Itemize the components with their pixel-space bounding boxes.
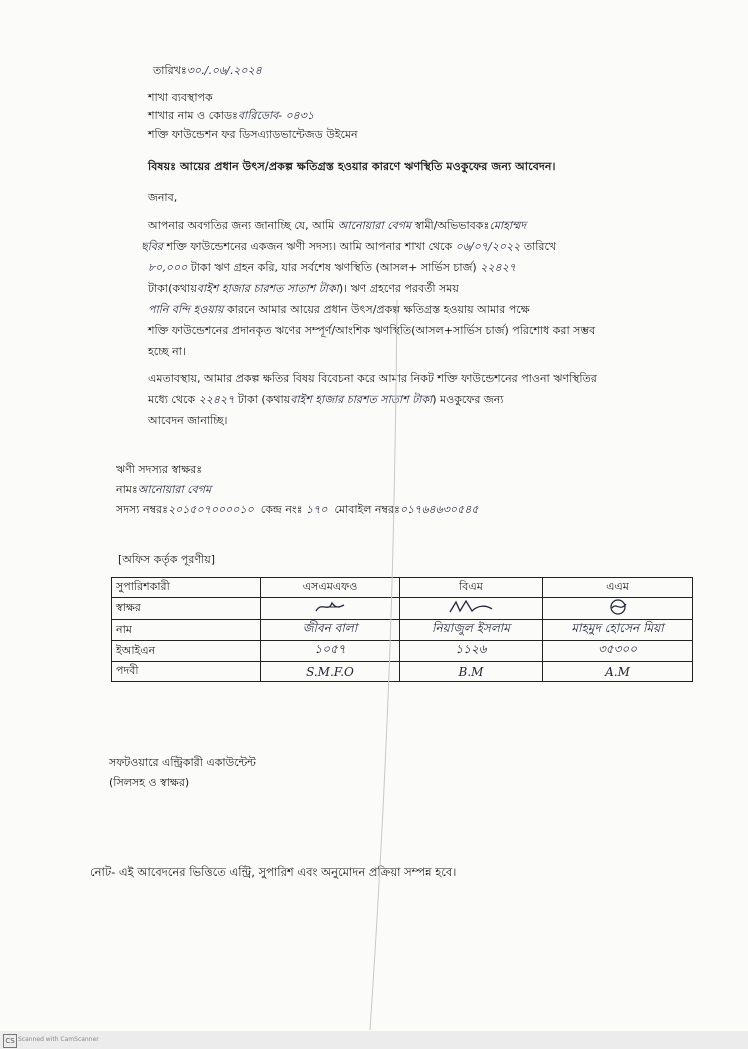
table-cell: ৩৫৩০০ (543, 641, 693, 662)
mobile-label: মোবাইল নম্বরঃ (334, 503, 400, 516)
footer-note: নোট- এই আবেদনের ভিত্তিতে এন্ট্রি, সুপারিশ এবং অনুমোদন প্রক্রিয়া সম্পন্ন হবে। (90, 865, 457, 879)
camscanner-logo: CS (3, 1034, 17, 1048)
body-text: টাকা (কথায় (237, 393, 291, 406)
body-line-1 (148, 217, 526, 236)
table-row-ein (112, 641, 693, 662)
body-line-8: এমতাবস্থায়, আমার প্রকল্প ক্ষতির বিষয় বিবেচনা করে আমার নিকট শক্তি ফাউন্ডেশনের পাওনা ঋণস্থিতির (148, 372, 597, 385)
salutation: জনাব, (148, 191, 178, 204)
body-line-9 (148, 391, 504, 410)
body-text: তারিখে (523, 240, 557, 253)
member-no-label: সদস্য নম্বরঃ (116, 503, 168, 516)
branch-label: শাখার নাম ও কোডঃ (148, 109, 238, 122)
body-text: কারনে আমার আয়ের প্রধান উৎস/প্রকল্প ক্ষতিগ্রস্ত হওয়ায় আমার পক্ষে (226, 303, 530, 316)
body-text: )। ঋণ গ্রহণের পরবর্তী সময় (338, 282, 459, 295)
body-line-3 (148, 259, 516, 278)
table-header-row (112, 578, 693, 598)
applicant-name-handwritten: আনোয়ারা বেগম (337, 219, 412, 232)
body-text: মধ্যে থেকে (148, 393, 196, 406)
body-line-10: আবেদন জানাচ্ছি। (148, 414, 228, 427)
body-line-7: হচ্ছে না। (148, 345, 186, 358)
row-label: নাম (112, 620, 261, 641)
branch-value: বারিডোব- ০৪৩১ (237, 109, 315, 122)
row-label: ইআইএন (112, 641, 261, 662)
signature-cell (400, 598, 543, 620)
table-header-cell: এসএমএফও (261, 578, 400, 598)
loan-amount-handwritten: ৮০,০০০ (148, 261, 188, 274)
guardian-name-handwritten-cont: ছবির (141, 240, 163, 253)
body-text: ) মওকুফের জন্য (432, 393, 504, 406)
member-name-label: নামঃ (116, 483, 138, 496)
scanner-footer (0, 1031, 748, 1049)
date-line (153, 62, 262, 81)
member-no-handwritten: ২০১৫০৭০০০০১০ (167, 503, 254, 516)
balance-handwritten: ২২৪২৭ (480, 261, 516, 274)
body-line-6: শক্তি ফাউন্ডেশনের প্রদানকৃত ঋণের সম্পূর্ণ/আংশিক ঋণস্থিতি(আসল+সার্ভিস চার্জ) পরিশোধ করা সম্ভব (148, 324, 596, 337)
table-cell: S.M.F.O (261, 662, 400, 682)
date-value: ৩০./.০৬/.২০২৪ (186, 64, 262, 77)
table-header-cell: বিএম (400, 578, 543, 598)
table-cell: মাহমুদ হোসেন মিয়া (543, 620, 693, 641)
table-row-designation (112, 662, 693, 682)
date-label: তারিখঃ (153, 64, 187, 77)
damage-reason-handwritten: পানি বন্দি হওয়ায় (148, 303, 224, 316)
approval-table (111, 577, 693, 682)
body-line-4 (148, 280, 459, 299)
body-text: স্বামী/অভিভাবকঃ (414, 219, 490, 232)
accountant-title: সফটওয়ারে এন্ট্রিকারী একাউন্টেন্ট (109, 756, 256, 769)
center-label: কেন্দ্র নংঃ (260, 503, 303, 516)
bm-signature (446, 599, 496, 615)
subject-line: বিষয়ঃ আয়ের প্রধান উৎস/প্রকল্প ক্ষতিগ্রস্ত হওয়ার কারণে ঋণস্থিতি মওকুফের জন্য আবেদন। (148, 160, 556, 173)
body-line-2 (141, 238, 556, 257)
table-cell: ১১২৬ (400, 641, 543, 662)
table-cell: জীবন বালা (261, 620, 400, 641)
member-signature-label: ঋণী সদস্যর স্বাক্ষরঃ (116, 463, 203, 476)
office-use-label: [অফিস কর্তৃক পূরণীয়] (118, 553, 215, 566)
body-text: আপনার অবগতির জন্য জানাচ্ছি যে, আমি (148, 219, 335, 232)
am-signature (598, 598, 638, 616)
accountant-seal-note: (সিলসহ ও স্বাক্ষর) (109, 776, 190, 789)
member-name-handwritten: আনোয়ারা বেগম (137, 483, 212, 496)
loan-date-handwritten: ০৬/০৭/২০২২ (455, 240, 521, 253)
body-line-5 (148, 301, 530, 320)
table-cell: নিয়াজুল ইসলাম (400, 620, 543, 641)
table-row-signature (112, 598, 693, 620)
table-cell: ১০৫৭ (261, 641, 400, 662)
row-label: স্বাক্ষর (112, 598, 261, 620)
scanner-watermark-text: Scanned with CamScanner (18, 1036, 99, 1043)
body-text: টাকা ঋণ গ্রহন করি, যার সর্বশেষ ঋণস্থিতি (আসল+ সার্ভিস চার্জ) (190, 261, 477, 274)
center-no-handwritten: ১৭০ (305, 503, 328, 516)
smfo-signature (310, 599, 350, 615)
table-header-cell: সুপারিশকারী (112, 578, 261, 598)
organization-line: শক্তি ফাউন্ডেশন ফর ডিসএ্যাডভান্টেজড উইমেন (148, 128, 358, 141)
signature-cell (261, 598, 400, 620)
recipient-line: শাখা ব্যবস্থাপক (148, 91, 213, 104)
mobile-no-handwritten: ০১৭৬৪৬৩০৫৪৫ (399, 503, 479, 516)
waiver-words-handwritten: বাইশ হাজার চারশত সাতাশ টাকা (290, 393, 433, 406)
guardian-name-handwritten: মোহাম্মদ (489, 219, 527, 232)
table-row-name (112, 620, 693, 641)
table-cell: B.M (400, 662, 543, 682)
row-label: পদবী (112, 662, 261, 682)
body-text: শক্তি ফাউন্ডেশনের একজন ঋণী সদস্য। আমি আপনার শাখা থেকে (166, 240, 453, 253)
balance-words-handwritten: বাইশ হাজার চারশত সাতাশ টাকা (196, 282, 339, 295)
branch-line (148, 107, 314, 126)
body-text: টাকা(কথায় (148, 282, 197, 295)
waiver-amount-handwritten: ২২৪২৭ (198, 393, 235, 406)
signature-cell (543, 598, 693, 620)
member-details-line (116, 501, 479, 520)
table-cell: A.M (543, 662, 693, 682)
table-header-cell: এএম (543, 578, 693, 598)
member-name-line (116, 481, 211, 500)
